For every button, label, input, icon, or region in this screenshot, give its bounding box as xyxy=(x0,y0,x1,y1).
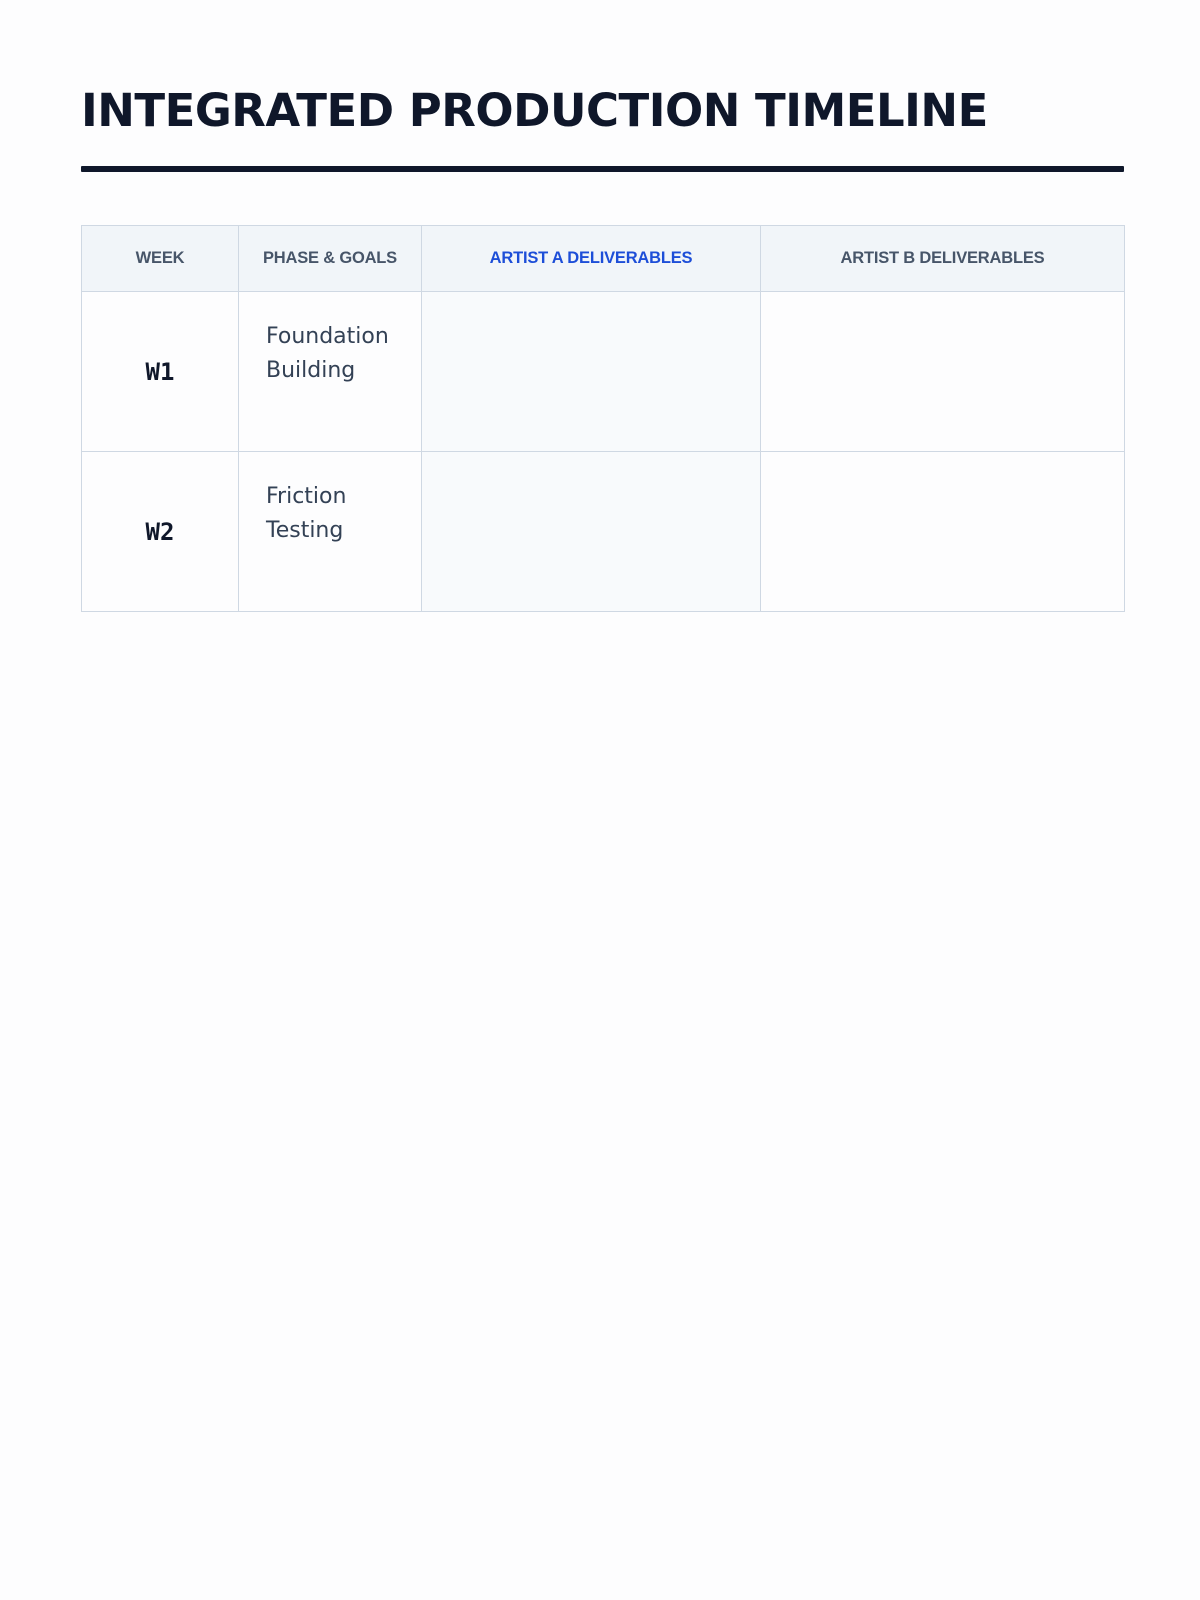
header-artist-a-deliverables: ARTIST A DELIVERABLES xyxy=(422,226,761,292)
header-artist-b-deliverables: ARTIST B DELIVERABLES xyxy=(761,226,1125,292)
artist-a-deliverables-cell[interactable] xyxy=(422,292,761,452)
phase-cell xyxy=(239,292,422,452)
title-divider xyxy=(81,166,1124,172)
phase-label-line: Testing xyxy=(266,518,344,543)
artist-b-deliverables-cell[interactable] xyxy=(761,452,1125,612)
timeline-table xyxy=(81,225,1125,612)
phase-label-line: Foundation xyxy=(266,324,389,349)
week-cell: W2 xyxy=(82,452,239,612)
phase-label-line: Friction xyxy=(266,484,347,509)
table-row xyxy=(82,292,1125,452)
artist-b-deliverables-cell[interactable] xyxy=(761,292,1125,452)
table-row xyxy=(82,452,1125,612)
page xyxy=(81,0,1124,612)
header-phase-goals: PHASE & GOALS xyxy=(239,226,422,292)
phase-label-line: Building xyxy=(266,358,356,383)
phase-cell xyxy=(239,452,422,612)
week-cell: W1 xyxy=(82,292,239,452)
phase-label xyxy=(239,452,421,548)
page-title: INTEGRATED PRODUCTION TIMELINE xyxy=(81,84,988,137)
artist-a-deliverables-cell[interactable] xyxy=(422,452,761,612)
phase-label xyxy=(239,292,421,388)
table-header-row xyxy=(82,226,1125,292)
header-week: WEEK xyxy=(82,226,239,292)
